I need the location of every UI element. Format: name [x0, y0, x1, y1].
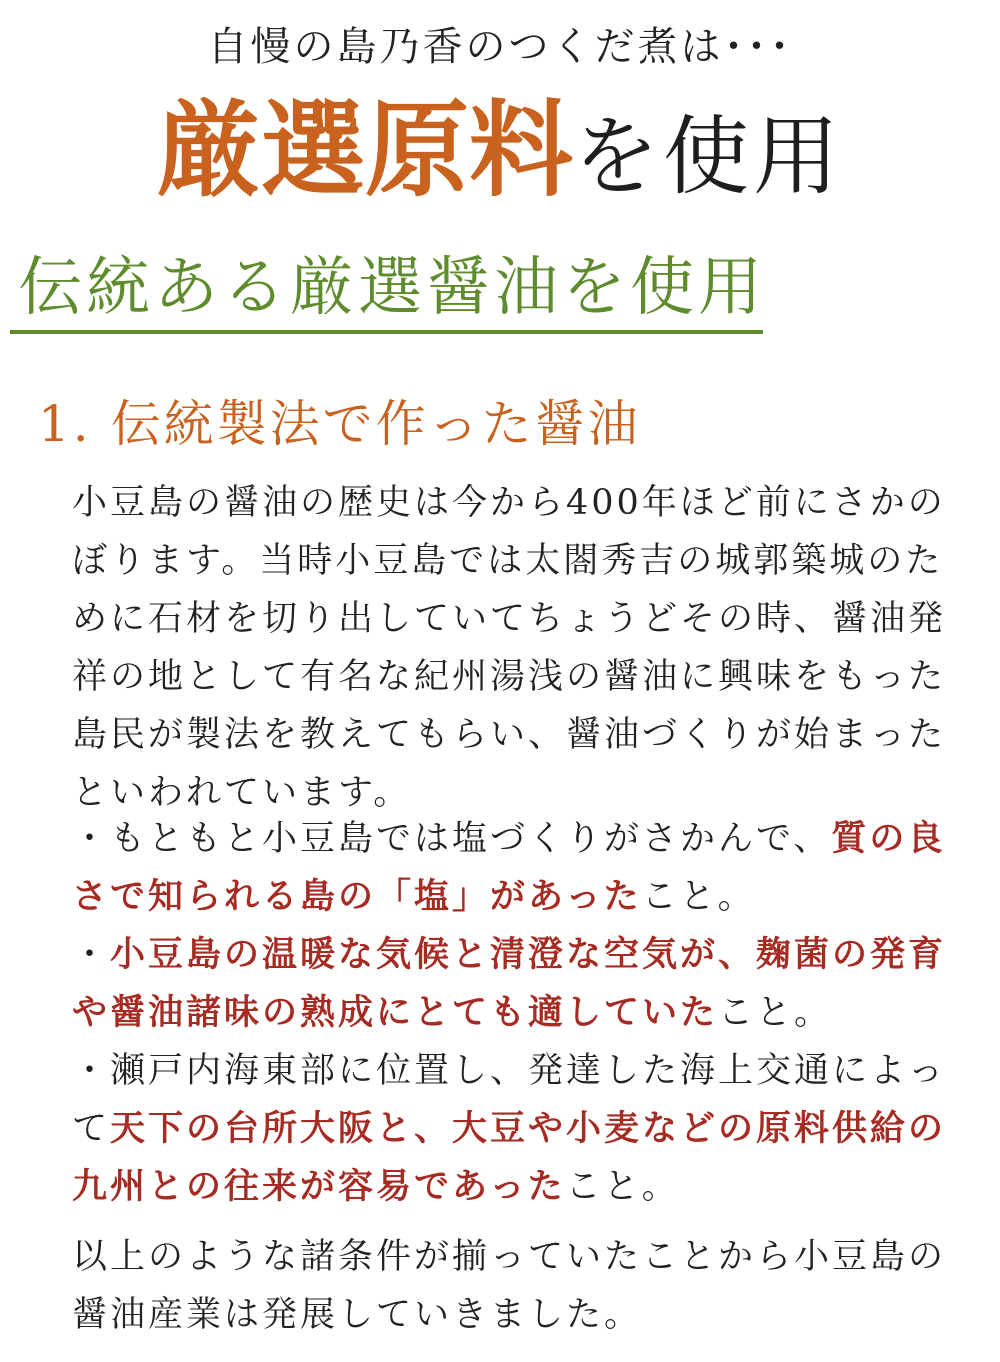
point-suffix: こと。	[718, 993, 833, 1033]
points-list	[72, 810, 972, 1216]
point-prefix: ・もともと小豆島では塩づくりがさかんで、	[72, 819, 832, 859]
point-suffix: こと。	[565, 1167, 680, 1207]
section-divider	[10, 330, 763, 334]
headline-emphasis: 厳選原料	[156, 89, 573, 211]
history-paragraph: 小豆島の醤油の歴史は今から400年ほど前にさかのぼります。当時小豆島では太閤秀吉の城郭築城のために石材を切り出していてちょうどその時、醤油発祥の地として有名な紀州湯浅の醤油に興味をもった島民が製法を教えてもらい、醤油づくりが始まったといわれています。	[72, 483, 947, 813]
point-highlight: 質の良さで知られる島の「塩」があった	[72, 818, 946, 917]
section-title: 伝統ある厳選醤油を使用	[18, 251, 766, 325]
headline	[0, 90, 1000, 241]
list-item	[72, 810, 972, 926]
point-suffix: こと。	[641, 877, 756, 917]
list-item	[72, 1042, 972, 1216]
headline-rest: を使用	[573, 107, 843, 207]
list-item	[72, 926, 972, 1042]
point-prefix: ・	[72, 935, 111, 975]
conclusion-paragraph: 以上のような諸条件が揃っていたことから小豆島の醤油産業は発展していきました。	[72, 1237, 947, 1335]
point-prefix: ・瀬戸内海東部に位置し、発達した海上交通によって	[72, 1051, 947, 1149]
point-highlight: 小豆島の温暖な気候と清澄な空気が、麹菌の発育や醤油諸味の熟成にとても適していた	[72, 934, 947, 1033]
point-highlight: 天下の台所大阪と、大豆や小麦などの原料供給の九州との往来が容易であった	[72, 1108, 947, 1207]
intro-text: 自慢の島乃香のつくだ煮は･･･	[207, 24, 793, 70]
subsection-title: 1. 伝統製法で作った醤油	[38, 395, 641, 453]
